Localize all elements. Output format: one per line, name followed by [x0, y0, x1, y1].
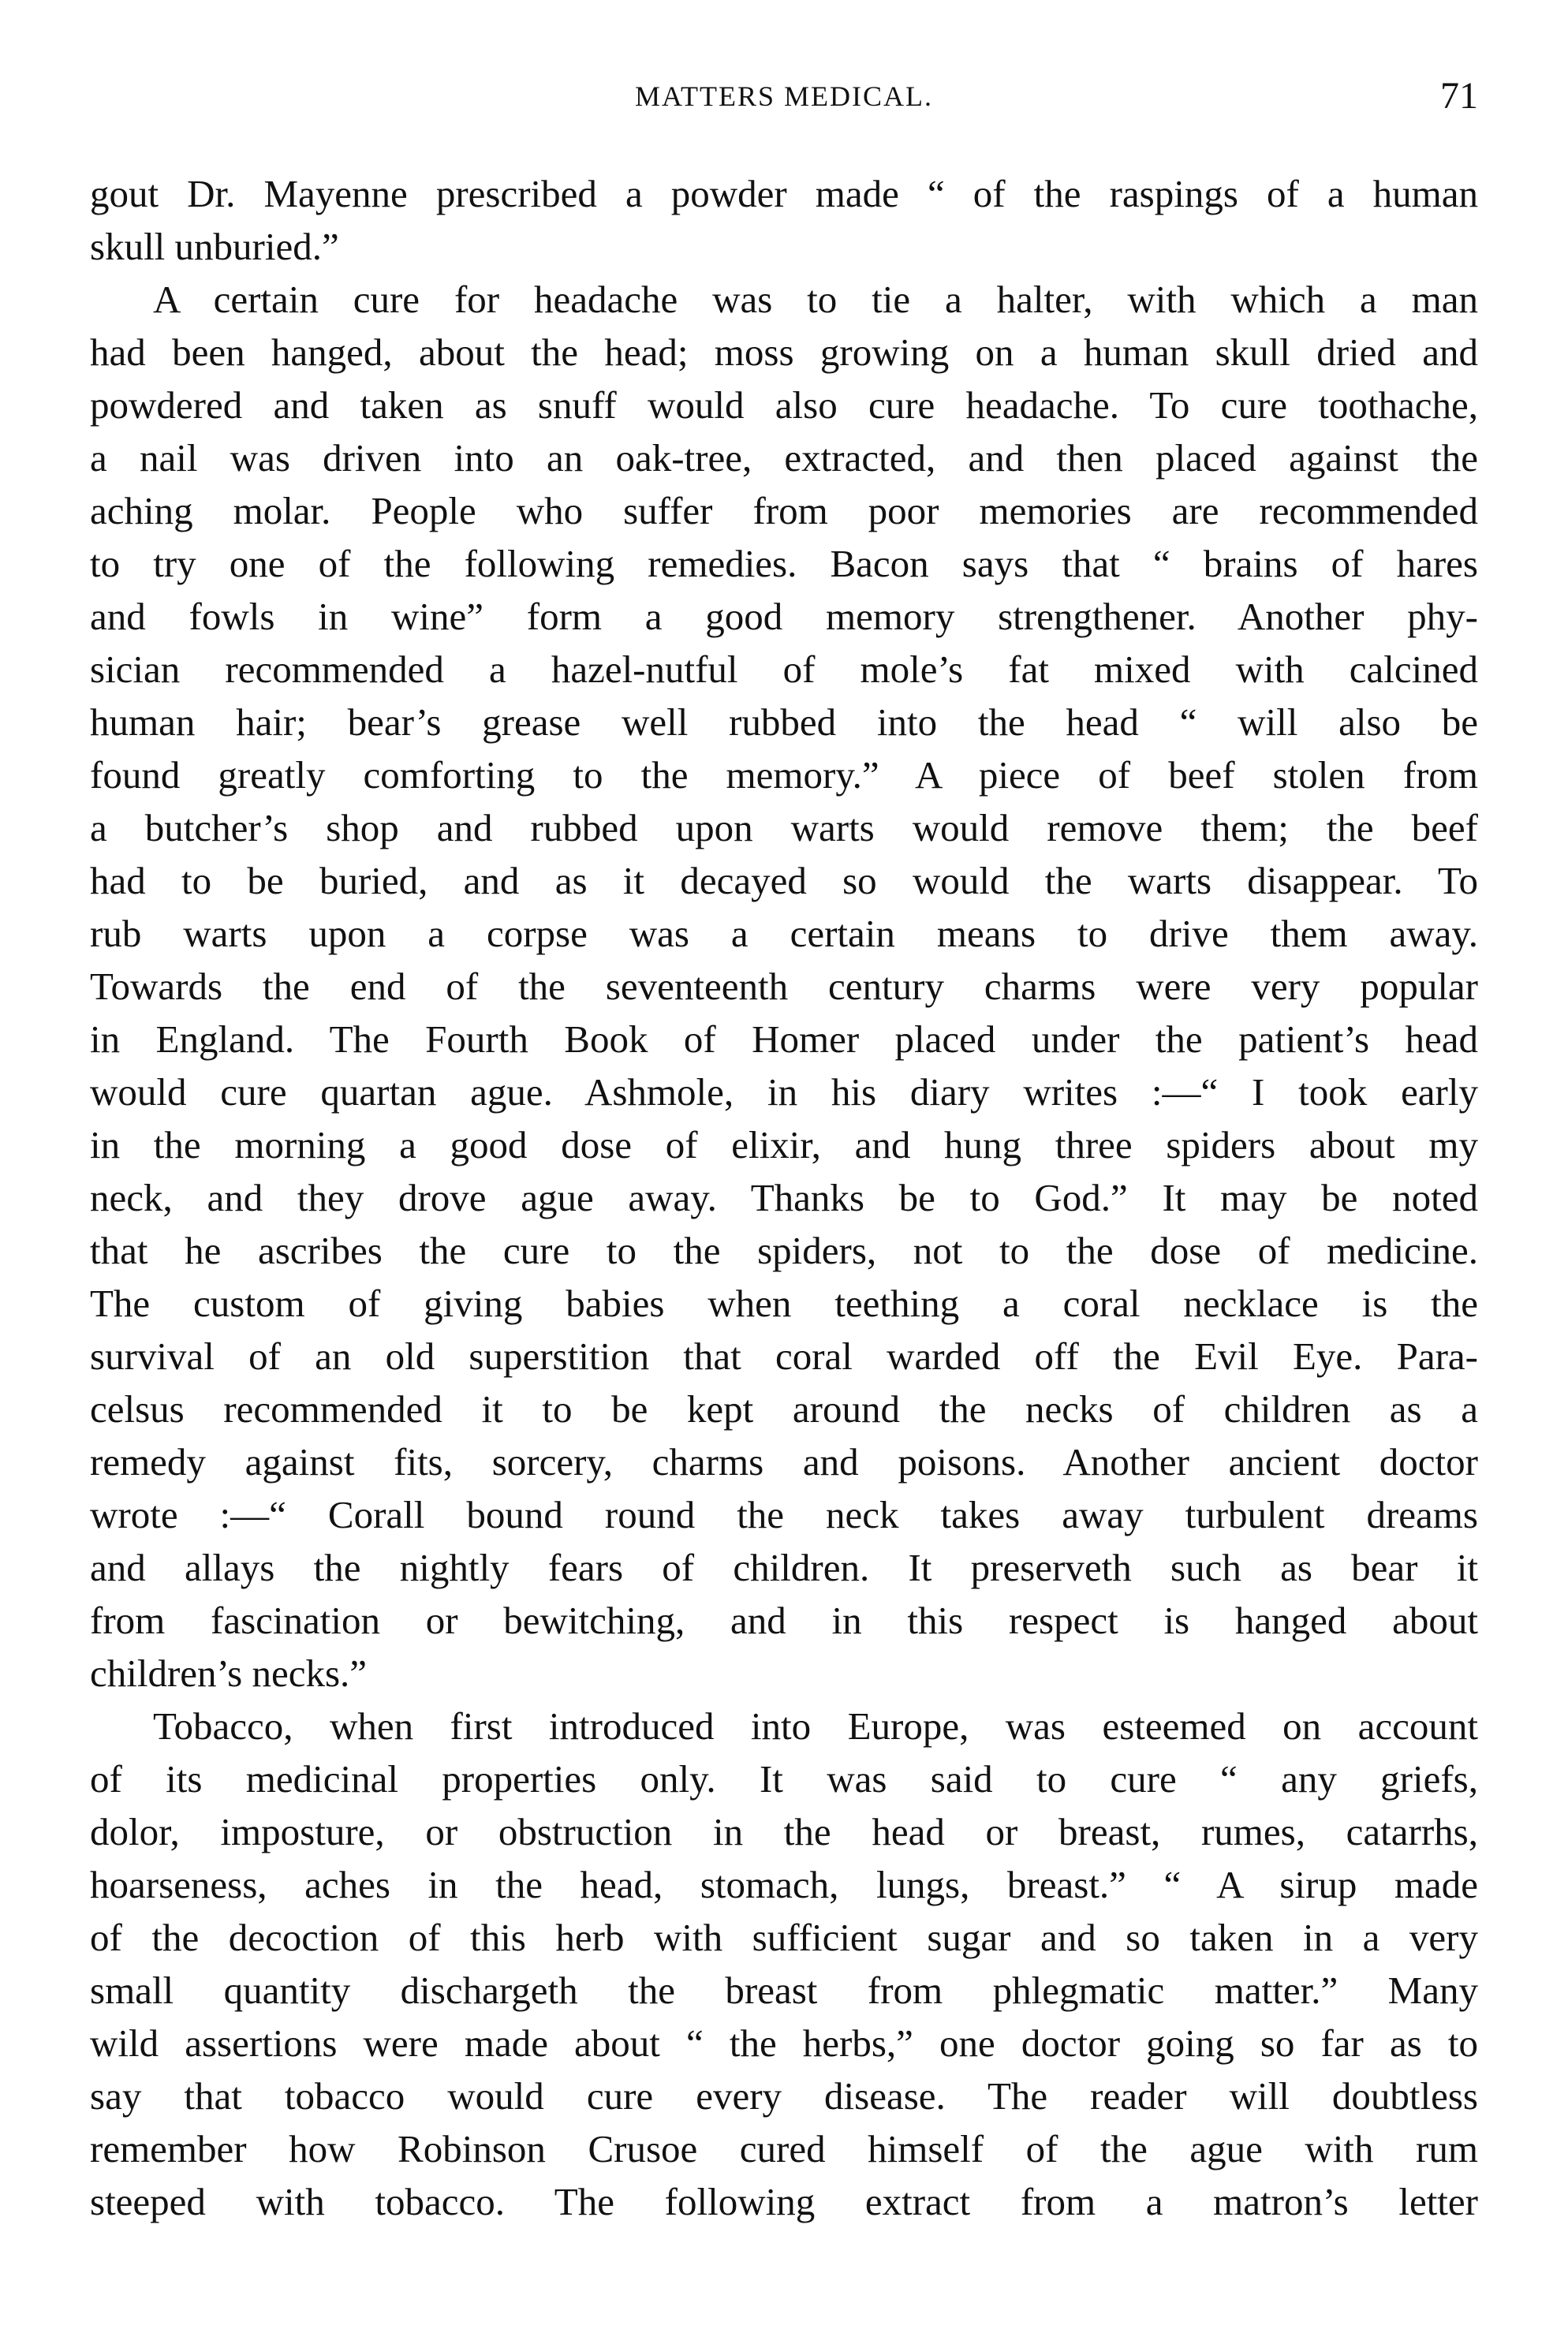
text-line: found greatly comforting to the memory.” A piece of beef stolen from — [90, 753, 1478, 797]
page-number: 71 — [1440, 75, 1478, 117]
text-line: children’s necks.” — [90, 1652, 368, 1695]
text-line: celsus recommended it to be kept around the necks of children as a — [90, 1387, 1478, 1431]
text-line: survival of an old superstition that coral warded off the Evil Eye. Para- — [90, 1334, 1478, 1378]
text-line: had been hanged, about the head; moss growing on a human skull dried and — [90, 330, 1478, 374]
text-line: human hair; bear’s grease well rubbed into the head “ will also be — [90, 700, 1478, 744]
text-line: Towards the end of the seventeenth century charms were very popular — [90, 965, 1478, 1008]
text-line: of its medicinal properties only. It was said to cure “ any griefs, — [90, 1757, 1478, 1801]
text-line: powdered and taken as snuff would also cure headache. To cure toothache, — [90, 383, 1478, 427]
text-line: from fascination or bewitching, and in this respect is hanged about — [90, 1599, 1478, 1642]
text-line: say that tobacco would cure every disease. The reader will doubtless — [90, 2074, 1478, 2118]
text-line: remember how Robinson Crusoe cured himself of the ague with rum — [90, 2127, 1478, 2170]
text-line: and fowls in wine” form a good memory strengthener. Another phy- — [90, 595, 1478, 638]
text-line: that he ascribes the cure to the spiders, not to the dose of medicine. — [90, 1229, 1478, 1272]
text-line: neck, and they drove ague away. Thanks be to God.” It may be noted — [90, 1176, 1478, 1219]
text-line: The custom of giving babies when teething a coral necklace is the — [90, 1282, 1478, 1325]
text-line: rub warts upon a corpse was a certain means to drive them away. — [90, 912, 1478, 955]
text-line: gout Dr. Mayenne prescribed a powder made “ of the raspings of a human — [90, 172, 1478, 215]
text-line: wrote :—“ Corall bound round the neck takes away turbulent dreams — [90, 1493, 1478, 1536]
text-line: small quantity dischargeth the breast from phlegmatic matter.” Many — [90, 1969, 1478, 2012]
text-line: in the morning a good dose of elixir, and hung three spiders about my — [90, 1123, 1478, 1166]
text-line: and allays the nightly fears of children. It preserveth such as bear it — [90, 1546, 1478, 1589]
text-line: sician recommended a hazel-nutful of mole’s fat mixed with calcined — [90, 648, 1478, 691]
running-head — [90, 73, 1478, 120]
text-line: would cure quartan ague. Ashmole, in his diary writes :—“ I took early — [90, 1070, 1478, 1114]
text-line: aching molar. People who suffer from poor memories are recommended — [90, 489, 1478, 532]
text-line: Tobacco, when first introduced into Europe, was esteemed on account — [153, 1704, 1478, 1748]
text-line: of the decoction of this herb with sufficient sugar and so taken in a very — [90, 1916, 1478, 1959]
text-line: to try one of the following remedies. Bacon says that “ brains of hares — [90, 542, 1478, 585]
paragraph-remedies — [90, 273, 1478, 1700]
text-line: steeped with tobacco. The following extract from a matron’s letter — [90, 2180, 1478, 2223]
text-line: skull unburied.” — [90, 225, 339, 268]
text-line: A certain cure for headache was to tie a halter, with which a man — [153, 278, 1478, 321]
text-line: wild assertions were made about “ the herbs,” one doctor going so far as to — [90, 2021, 1478, 2065]
running-title: MATTERS MEDICAL. — [634, 80, 933, 112]
text-line: hoarseness, aches in the head, stomach, lungs, breast.” “ A sirup made — [90, 1863, 1478, 1906]
paragraph-gout — [90, 167, 1478, 273]
text-line: a butcher’s shop and rubbed upon warts would remove them; the beef — [90, 806, 1478, 849]
text-line: in England. The Fourth Book of Homer placed under the patient’s head — [90, 1017, 1478, 1061]
paragraph-tobacco — [90, 1700, 1478, 2228]
text-line: had to be buried, and as it decayed so would the warts disappear. To — [90, 859, 1478, 902]
text-line: remedy against fits, sorcery, charms and poisons. Another ancient doctor — [90, 1440, 1478, 1484]
body-text — [90, 167, 1478, 2228]
text-line: dolor, imposture, or obstruction in the head or breast, rumes, catarrhs, — [90, 1810, 1478, 1853]
text-line: a nail was driven into an oak-tree, extracted, and then placed against the — [90, 436, 1478, 480]
